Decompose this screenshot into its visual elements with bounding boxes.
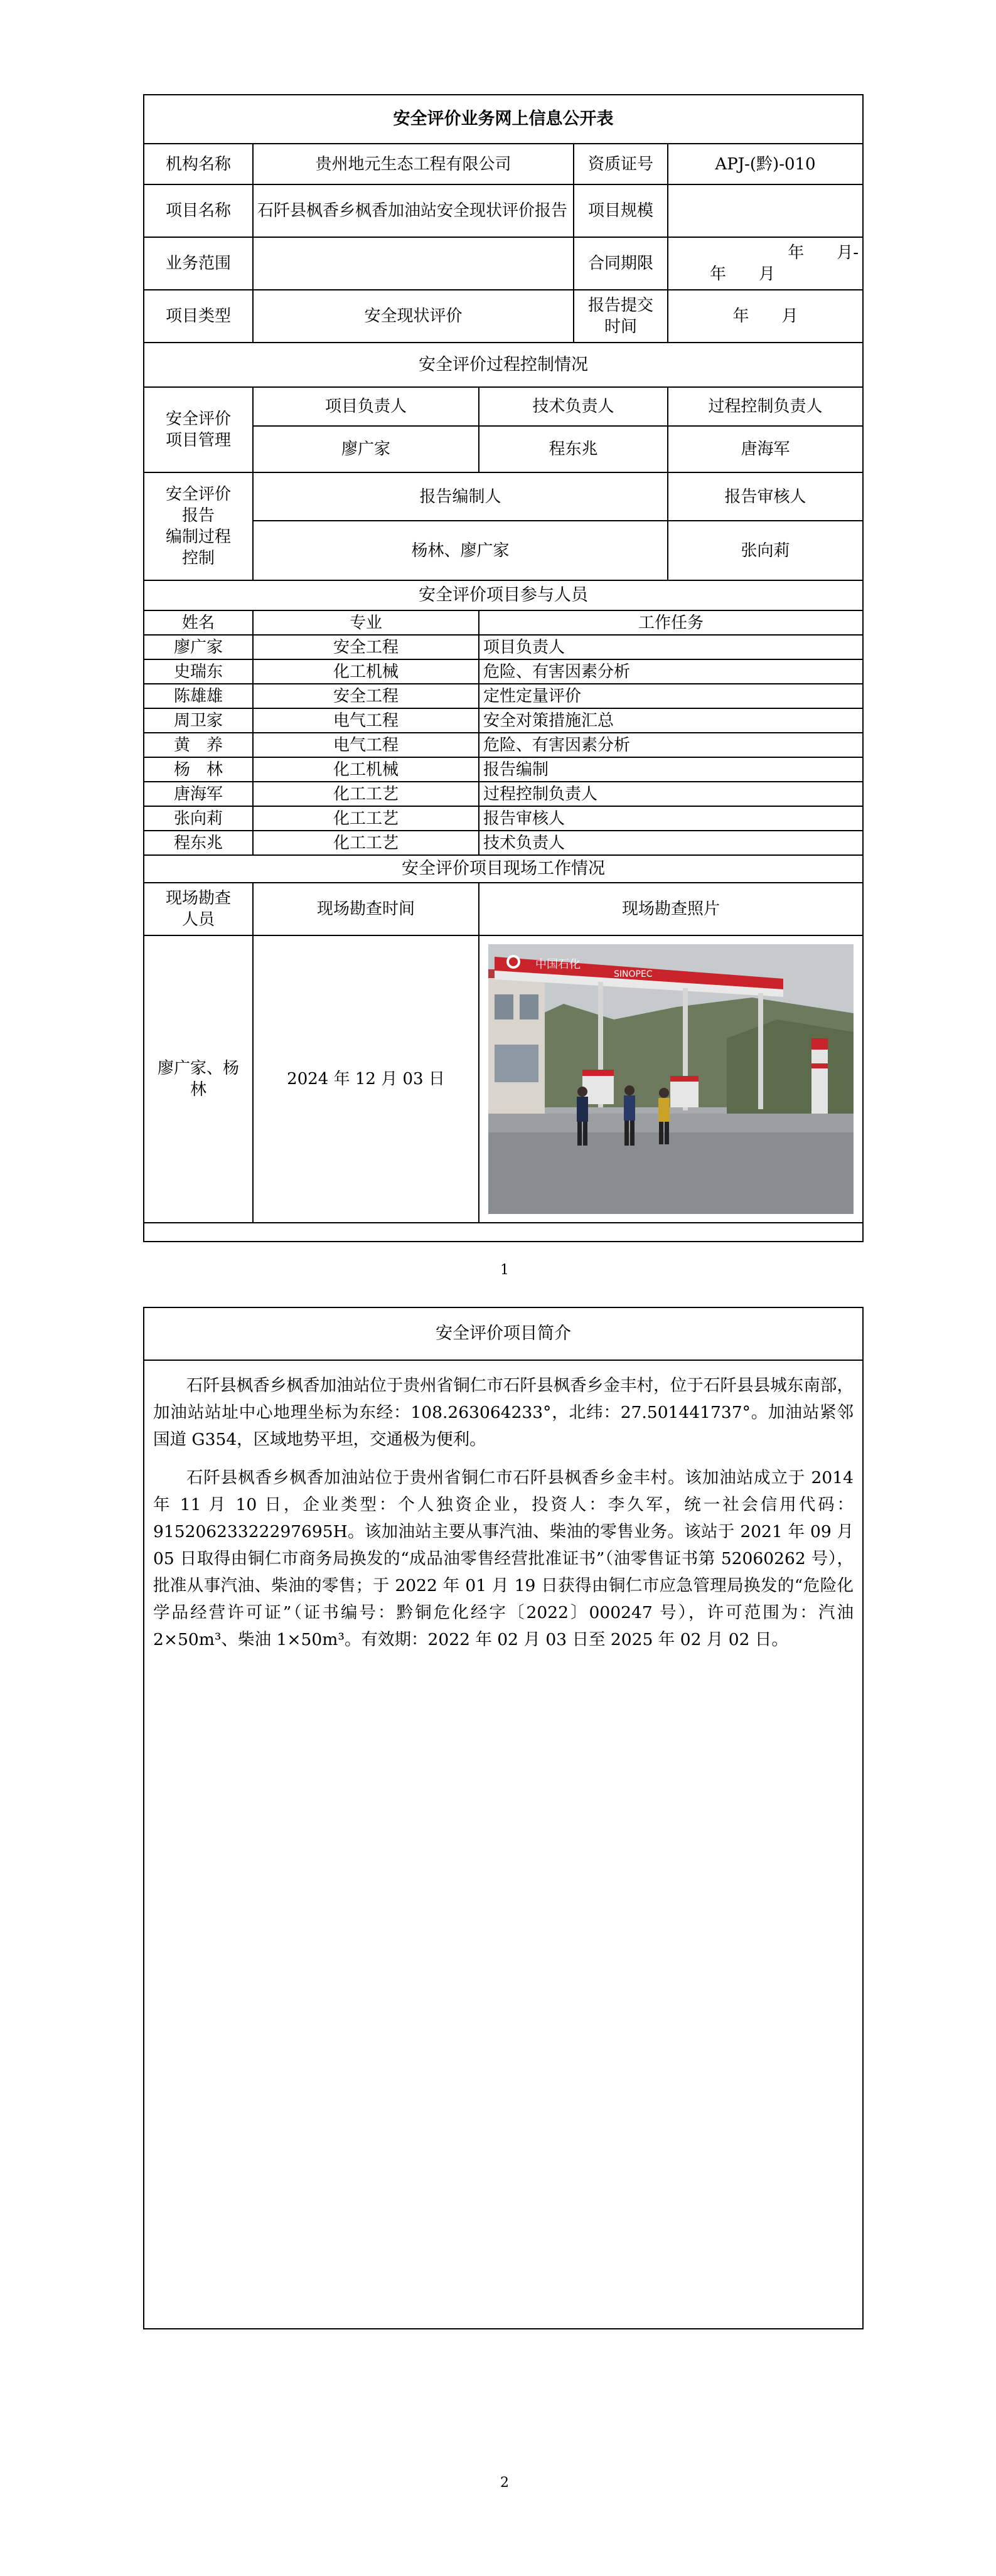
intro-paragraph-1: 石阡县枫香乡枫香加油站位于贵州省铜仁市石阡县枫香乡金丰村，位于石阡县县城东南部，加油站站址中心地理坐标为东经：108.263064233°，北纬：27.501441737°。加油站紧邻国道 G354，区域地势平坦，交通极为便利。 (153, 1376, 854, 1449)
mgmt-label-line1: 安全评价 (165, 410, 231, 428)
project-name-value: 石阡县枫香乡枫香加油站安全现状评价报告 (253, 184, 574, 237)
report-label-line3: 编制过程 (165, 528, 231, 546)
tech-leader-header: 技术负责人 (479, 387, 668, 426)
participant-task: 过程控制负责人 (479, 782, 862, 806)
table-row (144, 708, 862, 733)
intro-body (144, 1361, 862, 1653)
tech-leader: 程东兆 (479, 426, 668, 472)
report-label-line1: 安全评价 (165, 485, 231, 504)
participant-major: 电气工程 (253, 733, 479, 757)
participant-major: 安全工程 (253, 684, 479, 708)
participant-major: 化工工艺 (253, 831, 479, 855)
mgmt-label (144, 387, 253, 472)
page-number-1: 1 (500, 1262, 509, 1278)
scale-label: 项目规模 (574, 184, 668, 237)
project-intro-page (143, 1307, 864, 2329)
participant-major: 化工机械 (253, 659, 479, 684)
table-row (144, 831, 862, 855)
gas-station-photo (488, 944, 854, 1214)
submit-label-line2: 时间 (604, 317, 637, 336)
disclosure-table (144, 95, 862, 1223)
form-title: 安全评价业务网上信息公开表 (144, 95, 862, 144)
site-time-label: 现场勘查时间 (253, 883, 479, 935)
page-number-2: 2 (500, 2475, 509, 2491)
participant-major: 化工工艺 (253, 782, 479, 806)
participant-task: 危险、有害因素分析 (479, 659, 862, 684)
participant-task: 技术负责人 (479, 831, 862, 855)
site-people (144, 935, 253, 1223)
scale-value (668, 184, 862, 237)
intro-title: 安全评价项目简介 (144, 1308, 862, 1361)
participant-name: 张向莉 (144, 806, 253, 831)
table-row (144, 659, 862, 684)
type-value: 安全现状评价 (253, 290, 574, 343)
participant-name: 史瑞东 (144, 659, 253, 684)
participant-major: 化工机械 (253, 757, 479, 782)
report-author-header: 报告编制人 (253, 472, 668, 521)
table-row (144, 806, 862, 831)
site-people-line2: 林 (190, 1080, 206, 1099)
site-people-line1: 廖广家、杨 (157, 1059, 239, 1078)
participants-section-title: 安全评价项目参与人员 (144, 580, 862, 610)
scope-value (253, 237, 574, 290)
disclosure-form-page (143, 94, 864, 1242)
project-leader-header: 项目负责人 (253, 387, 479, 426)
participant-major: 化工工艺 (253, 806, 479, 831)
site-time: 2024 年 12 月 03 日 (253, 935, 479, 1223)
site-photo-label: 现场勘查照片 (479, 883, 862, 935)
participant-task: 定性定量评价 (479, 684, 862, 708)
photo-sign-cn: 中国石化 (535, 958, 581, 971)
intro-paragraph-2: 石阡县枫香乡枫香加油站位于贵州省铜仁市石阡县枫香乡金丰村。该加油站成立于 2014 年 11 月 10 日，企业类型：个人独资企业，投资人：李久军，统一社会信用代码：91520623322297695H。该加油站主要从事汽油、柴油的零售业务。该站于 2021 年 09 月 05 日取得由铜仁市商务局换发的“成品油零售经营批准证书”（油零售证书第 52060262 号），批准从事汽油、柴油的零售；于 2022 年 01 月 19 日获得由铜仁市应急管理局换发的“危险化学品经营许可证”（证书编号：黔铜危化经字〔2022〕000247 号），许可范围为：汽油 2×50m³、柴油 1×50m³。有效期：2022 年 02 月 03 日至 2025 年 02 月 02 日。 (153, 1468, 854, 1649)
report-label-line4: 控制 (181, 549, 215, 568)
type-label: 项目类型 (144, 290, 253, 343)
process-leader: 唐海军 (668, 426, 862, 472)
process-section-title: 安全评价过程控制情况 (144, 343, 862, 387)
site-section-title: 安全评价项目现场工作情况 (144, 855, 862, 883)
participant-task: 安全对策措施汇总 (479, 708, 862, 733)
report-label (144, 472, 253, 580)
participant-name: 廖广家 (144, 635, 253, 659)
site-people-label (144, 883, 253, 935)
participant-task: 报告编制 (479, 757, 862, 782)
submit-label (574, 290, 668, 343)
cert-label: 资质证号 (574, 144, 668, 184)
table-row (144, 635, 862, 659)
site-people-label-line2: 人员 (181, 910, 215, 929)
participant-name: 周卫家 (144, 708, 253, 733)
mgmt-label-line2: 项目管理 (165, 431, 231, 450)
table-row (144, 733, 862, 757)
site-photo-cell (479, 935, 862, 1223)
report-label-line2: 报告 (181, 506, 215, 525)
contract-value (668, 237, 862, 290)
table-row (144, 757, 862, 782)
contract-label: 合同期限 (574, 237, 668, 290)
participant-name: 杨 林 (144, 757, 253, 782)
scope-label: 业务范围 (144, 237, 253, 290)
site-photo (488, 944, 854, 1214)
participant-task: 项目负责人 (479, 635, 862, 659)
project-leader: 廖广家 (253, 426, 479, 472)
contract-value-line2: 年 月 (710, 265, 776, 284)
col-name-header: 姓名 (144, 610, 253, 635)
org-value: 贵州地元生态工程有限公司 (253, 144, 574, 184)
report-authors: 杨林、廖广家 (253, 521, 668, 580)
report-reviewer: 张向莉 (668, 521, 862, 580)
participant-name: 陈雄雄 (144, 684, 253, 708)
participant-name: 黄 养 (144, 733, 253, 757)
submit-value: 年 月 (668, 290, 862, 343)
participant-name: 唐海军 (144, 782, 253, 806)
participant-name: 程东兆 (144, 831, 253, 855)
col-task-header: 工作任务 (479, 610, 862, 635)
col-major-header: 专业 (253, 610, 479, 635)
submit-label-line1: 报告提交 (587, 296, 653, 315)
table-row (144, 782, 862, 806)
cert-value: APJ-(黔)-010 (668, 144, 862, 184)
process-leader-header: 过程控制负责人 (668, 387, 862, 426)
participant-task: 报告审核人 (479, 806, 862, 831)
table-row (144, 684, 862, 708)
participant-task: 危险、有害因素分析 (479, 733, 862, 757)
report-reviewer-header: 报告审核人 (668, 472, 862, 521)
site-people-label-line1: 现场勘查 (165, 889, 231, 908)
project-name-label: 项目名称 (144, 184, 253, 237)
contract-value-line1: 年 月- (788, 243, 859, 262)
org-label: 机构名称 (144, 144, 253, 184)
participant-major: 电气工程 (253, 708, 479, 733)
photo-sign-en: SINOPEC (614, 969, 653, 979)
participant-major: 安全工程 (253, 635, 479, 659)
